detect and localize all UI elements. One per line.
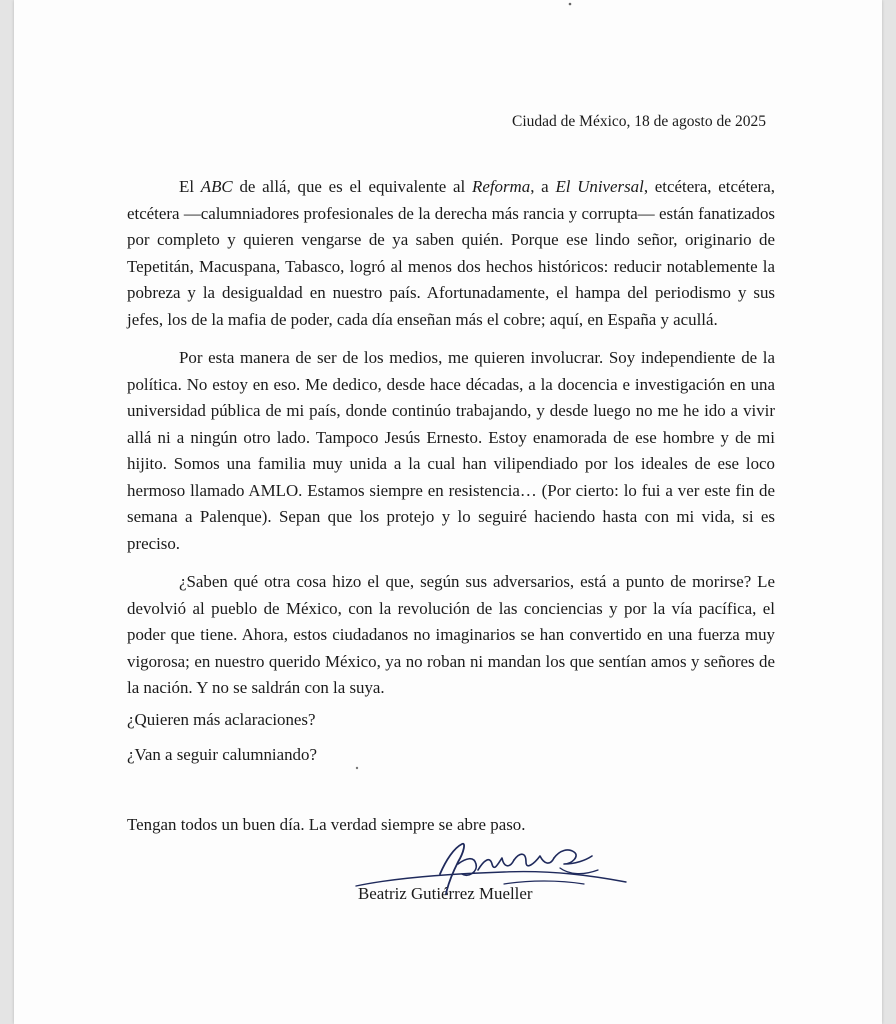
letter-page: [14, 0, 882, 1024]
p1-text-b: de allá, que es el equivalente al: [232, 177, 473, 196]
p1-text-c: , a: [530, 177, 556, 196]
paragraph-2: Por esta manera de ser de los medios, me quieren involucrar. Soy independiente de la política. No estoy en eso. Me dedico, desde hace décadas, a la docencia e investigación en una universidad pública de mi país, donde continúo trabajando, y desde luego no me he ido a vivir allá ni a ningún otro lado. Tampoco Jesús Ernesto. Estoy enamorada de ese hombre y de mi hijito. Somos una familia muy unida a la cual han vilipendiado por los ideales de ese loco hermoso llamado AMLO. Estamos siempre en resistencia… (Por cierto: lo fui a ver este fin de semana a Palenque). Sepan que los protejo y lo seguiré haciendo hasta con mi vida, si es preciso.: [127, 348, 775, 553]
p1-abc: ABC: [200, 177, 233, 196]
p1-text-a: El: [179, 177, 201, 196]
p1-el-universal: El Universal: [555, 177, 644, 196]
letter-date: Ciudad de México, 18 de agosto de 2025: [512, 113, 766, 130]
closing-line: Tengan todos un buen día. La verdad siempre se abre paso.: [127, 815, 526, 834]
question-2: ¿Van a seguir calumniando?: [127, 745, 317, 764]
question-1: ¿Quieren más aclaraciones?: [127, 710, 316, 729]
handwritten-signature: [354, 834, 634, 914]
p1-reforma: Reforma: [472, 177, 531, 196]
signature-name: Beatriz Gutiérrez Mueller: [358, 884, 533, 903]
paragraph-3: ¿Saben qué otra cosa hizo el que, según sus adversarios, está a punto de morirse? Le devolvió al pueblo de México, con la revolución de las conciencias y por la vía pacífica, el poder que tiene. Ahora, estos ciudadanos no imaginarios se han convertido en una fuerza muy vigorosa; en nuestro querido México, ya no roban ni mandan los que sentían amos y señores de la nación. Y no se saldrán con la suya.: [127, 572, 775, 697]
p1-text-d: , etcétera, etcétera, etcétera —calumniadores profesionales de la derecha más rancia y corrupta— están fanatizados por completo y quieren vengarse de ya saben quién. Porque ese lindo señor, originario de Tepetitán, Macuspana, Tabasco, logró al menos dos hechos históricos: reducir notablemente la pobreza y la desigualdad en nuestro país. Afortunadamente, el hampa del periodismo y sus jefes, los de la mafia de poder, cada día enseñan más el cobre; aquí, en España y acullá.: [127, 177, 776, 329]
letter-body: [127, 174, 775, 702]
paragraph-1: [127, 174, 775, 333]
